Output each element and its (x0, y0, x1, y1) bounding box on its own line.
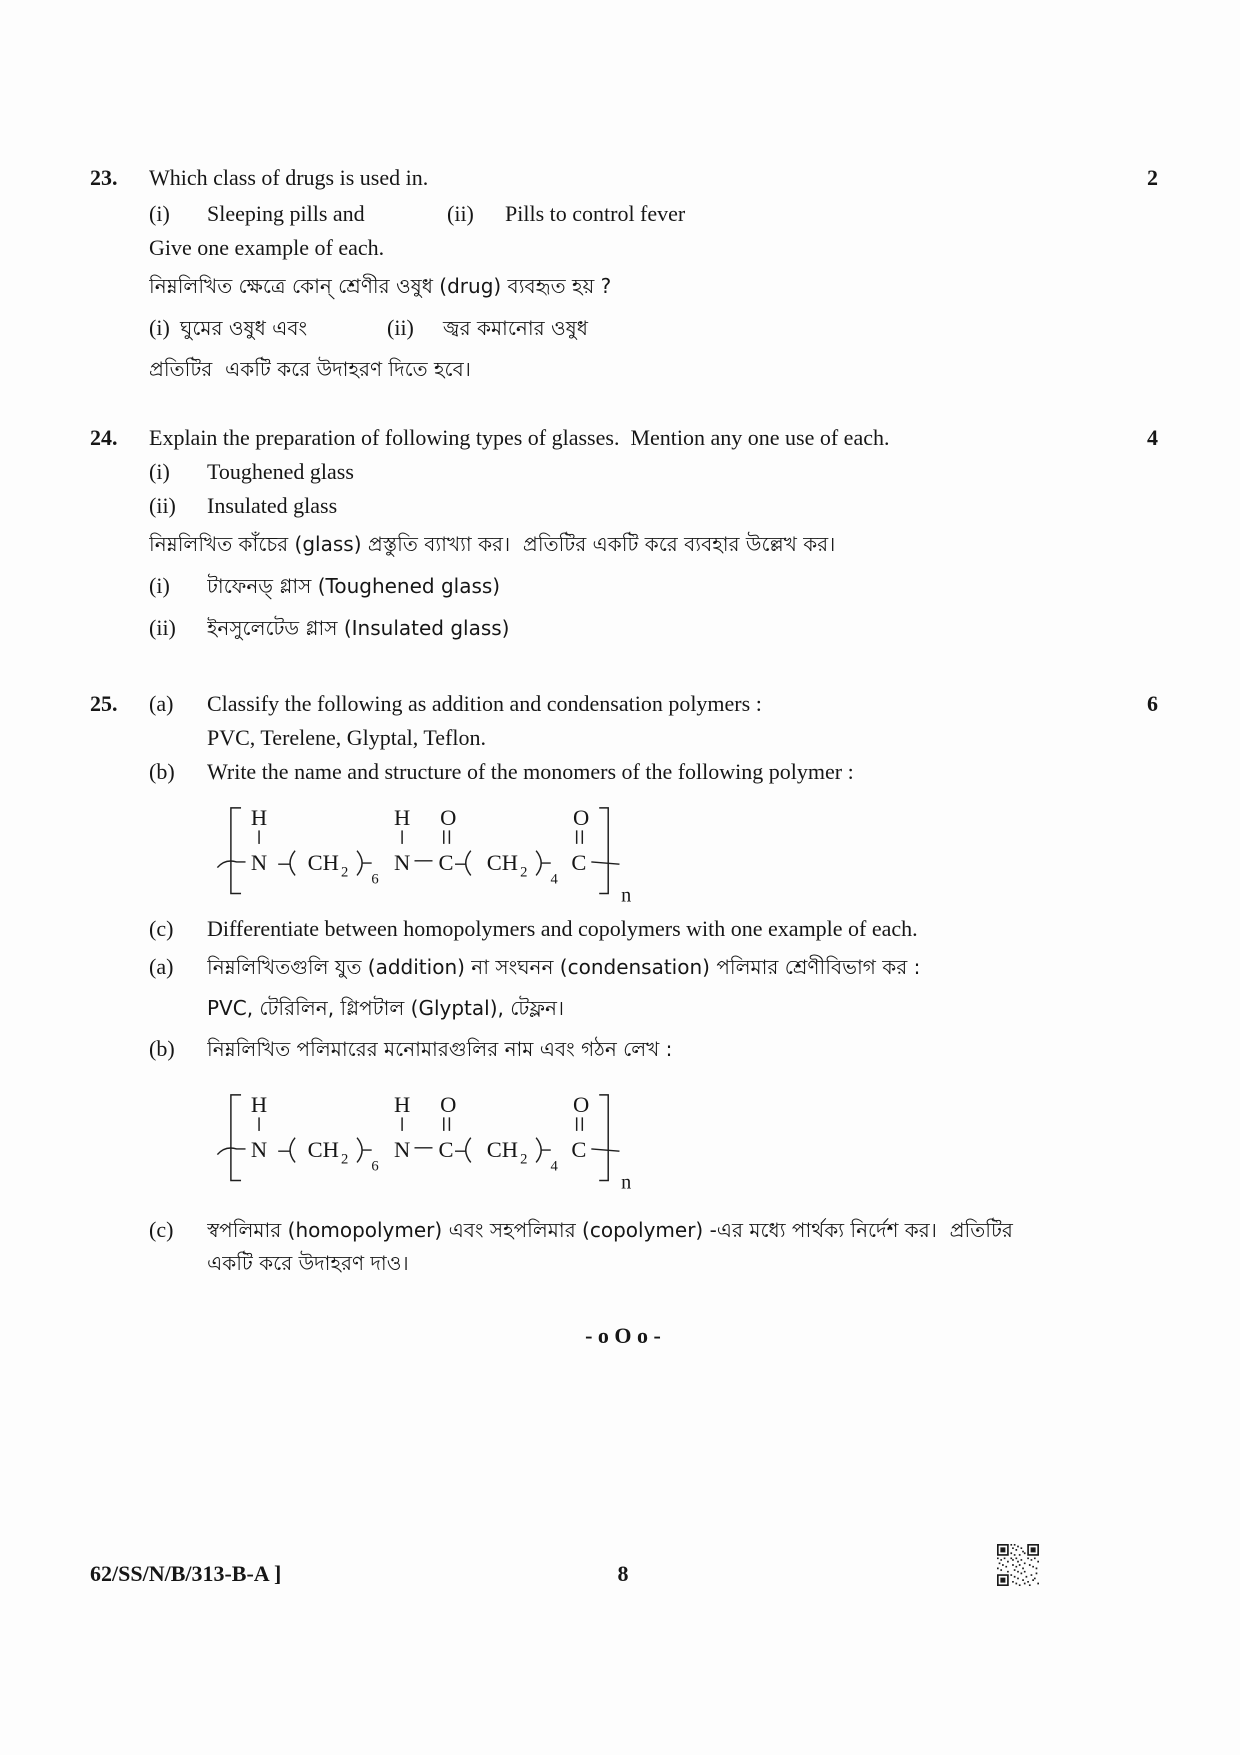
subscript: 2 (520, 1151, 528, 1168)
item-text: টাফেনড্ গ্লাস (Toughened glass) (207, 574, 501, 598)
double-bond (577, 1117, 583, 1131)
polymer-structure-en (214, 800, 642, 907)
group-ch: CH (307, 849, 339, 875)
atom-c: C (438, 1136, 454, 1162)
item-label: (ii) (149, 615, 176, 640)
paren-open (455, 1138, 471, 1163)
part-subtext: PVC, Terelene, Glyptal, Teflon. (207, 725, 486, 750)
bracket-right (599, 808, 608, 894)
atom-c: C (438, 849, 454, 875)
chain-bond-right (591, 1149, 619, 1151)
page-number: 8 (617, 1561, 629, 1586)
group-ch: CH (307, 1136, 339, 1162)
part-subtext: PVC, টেরিলিন, গ্লিপটাল (Glyptal), টেফ্লন। (207, 996, 565, 1020)
atom-o: O (440, 804, 457, 830)
question-marks: 6 (1147, 691, 1158, 716)
end-of-paper-mark: - o O o - (585, 1323, 661, 1348)
atom-o: O (440, 1091, 457, 1117)
paren-close (357, 1138, 372, 1163)
paren-open (278, 1138, 295, 1163)
atom-c: C (571, 1136, 587, 1162)
part-text: নিম্নলিখিতগুলি যুত (addition) না সংঘনন (condensation) পলিমার শ্রেণীবিভাগ কর : (207, 955, 921, 979)
bracket-left (231, 1095, 241, 1181)
repeat-index: n (621, 1171, 632, 1194)
qr-code (997, 1544, 1039, 1586)
atom-h: H (250, 1091, 268, 1117)
question-stem-bn: নিম্নলিখিত কাঁচের (glass) প্রস্তুতি ব্যাখ্যা কর। প্রতিটির একটি করে ব্যবহার উল্লেখ কর। (149, 532, 836, 556)
part-label: (a) (149, 954, 174, 979)
item-text: Insulated glass (207, 493, 338, 518)
question-stem-en: Explain the preparation of following types of glasses. Mention any one use of each. (149, 425, 890, 450)
group-ch: CH (486, 849, 518, 875)
atom-n: N (250, 1136, 268, 1162)
bracket-left (231, 808, 241, 894)
item-label: (i) (149, 201, 170, 226)
item-label: (i) (149, 459, 170, 484)
part-label: (b) (149, 759, 175, 784)
subscript: 2 (340, 864, 349, 881)
item-text: ঘুমের ওষুধ এবং (180, 316, 308, 340)
repeat-count: 6 (371, 1158, 379, 1175)
item-label: (i) (149, 573, 170, 598)
double-bond (444, 830, 450, 844)
question-number: 25. (90, 691, 118, 716)
question-note-en: Give one example of each. (149, 235, 385, 260)
chain-bond-right (591, 862, 619, 864)
part-label: (b) (149, 1036, 175, 1061)
repeat-count: 4 (550, 1158, 558, 1175)
question-stem-en: Which class of drugs is used in. (149, 165, 429, 190)
part-label: (a) (149, 691, 174, 716)
part-text: Classify the following as addition and condensation polymers : (207, 691, 762, 716)
part-label: (c) (149, 916, 174, 941)
part-text-continued: একটি করে উদাহরণ দাও। (207, 1251, 409, 1275)
atom-n: N (393, 1136, 411, 1162)
paren-open (278, 851, 295, 876)
item-text: জ্বর কমানোর ওষুধ (443, 316, 588, 340)
atom-h: H (393, 804, 411, 830)
item-label: (ii) (387, 315, 414, 340)
atom-h: H (250, 804, 268, 830)
subscript: 2 (520, 864, 528, 881)
repeat-count: 4 (550, 871, 558, 888)
item-label: (ii) (149, 493, 176, 518)
part-label: (c) (149, 1217, 174, 1242)
bracket-right (599, 1095, 608, 1181)
item-label: (i) (149, 315, 170, 340)
question-marks: 2 (1147, 165, 1158, 190)
atom-o: O (573, 804, 590, 830)
atom-o: O (573, 1091, 590, 1117)
part-text: স্বপলিমার (homopolymer) এবং সহপলিমার (copolymer) -এর মধ্যে পার্থক্য নির্দেশ কর। প্রতিটির (207, 1218, 1013, 1242)
double-bond (577, 830, 583, 844)
item-text: Sleeping pills and (207, 201, 365, 226)
repeat-count: 6 (371, 871, 379, 888)
atom-c: C (571, 849, 587, 875)
item-text: Pills to control fever (505, 201, 686, 226)
paper-code: 62/SS/N/B/313-B-A ] (90, 1561, 282, 1586)
item-text: ইনসুলেটেড গ্লাস (Insulated glass) (207, 616, 510, 640)
paren-close (536, 851, 551, 876)
part-text: Write the name and structure of the monomers of the following polymer : (207, 759, 854, 784)
paren-close (357, 851, 372, 876)
atom-n: N (250, 849, 268, 875)
question-number: 23. (90, 165, 118, 190)
part-text: Differentiate between homopolymers and copolymers with one example of each. (207, 916, 918, 941)
part-text: নিম্নলিখিত পলিমারের মনোমারগুলির নাম এবং গঠন লেখ : (207, 1037, 673, 1061)
double-bond (444, 1117, 450, 1131)
atom-n: N (393, 849, 411, 875)
item-label: (ii) (447, 201, 474, 226)
subscript: 2 (340, 1151, 349, 1168)
group-ch: CH (486, 1136, 518, 1162)
question-number: 24. (90, 425, 118, 450)
atom-h: H (393, 1091, 411, 1117)
question-stem-bn: নিম্নলিখিত ক্ষেত্রে কোন্ শ্রেণীর ওষুধ (drug) ব্যবহৃত হয় ? (149, 274, 612, 298)
question-note-bn: প্রতিটির একটি করে উদাহরণ দিতে হবে। (149, 357, 471, 381)
paren-close (536, 1138, 551, 1163)
paren-open (455, 851, 471, 876)
repeat-index: n (621, 884, 632, 907)
question-marks: 4 (1147, 425, 1158, 450)
polymer-structure-bn (214, 1087, 642, 1194)
item-text: Toughened glass (207, 459, 354, 484)
